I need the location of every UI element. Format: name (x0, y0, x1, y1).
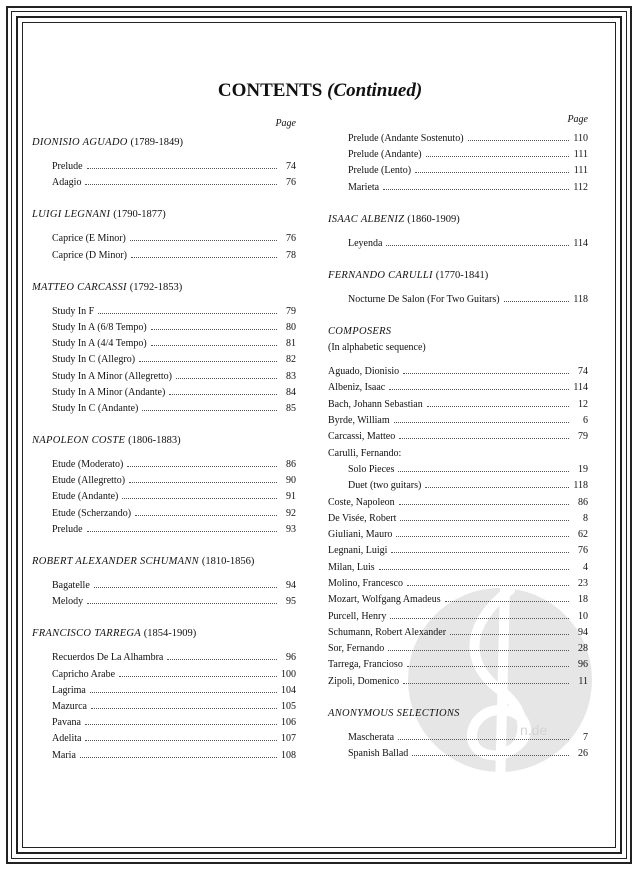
dot-leader (87, 530, 277, 532)
entry-page: 112 (573, 181, 588, 193)
composer-section-title (32, 207, 296, 223)
dot-leader (389, 388, 569, 390)
entry-page: 80 (286, 321, 296, 333)
toc-entry (32, 369, 296, 385)
entry-title: Adagio (52, 177, 82, 189)
dot-leader (399, 503, 569, 505)
entry-page: 82 (286, 354, 296, 366)
entry-page: 83 (286, 370, 296, 382)
dot-leader (468, 139, 569, 141)
composer-entry (328, 446, 588, 462)
toc-entry (32, 457, 296, 473)
composer-years: (1860-1909) (407, 213, 460, 225)
composer-name: ISAAC ALBENIZ (328, 213, 405, 225)
entry-page: 76 (286, 177, 296, 189)
dot-leader (98, 312, 277, 314)
composer-years: (1810-1856) (201, 556, 255, 567)
entry-title: Byrde, William (328, 415, 390, 427)
entry-page: 26 (578, 748, 588, 760)
entry-page: 111 (573, 149, 588, 161)
entry-page: 4 (583, 561, 588, 573)
composer-section-title (328, 268, 588, 284)
entry-page: 91 (286, 491, 296, 503)
anonymous-list (328, 730, 588, 762)
toc-entry (32, 231, 296, 247)
entry-title: Prelude (Andante Sostenuto) (348, 133, 464, 144)
dot-leader (135, 514, 277, 516)
dot-leader (403, 372, 569, 374)
entry-title: Prelude (52, 523, 83, 535)
dot-leader (391, 551, 569, 553)
entry-page: 118 (573, 480, 588, 492)
entry-page: 12 (578, 398, 588, 410)
dot-leader (129, 481, 277, 483)
toc-entry (32, 175, 296, 191)
entry-title: Study In C (Andante) (52, 402, 139, 414)
entry-page: 86 (286, 459, 296, 471)
composer-entry (328, 625, 588, 641)
dot-leader (412, 754, 569, 756)
dot-leader (151, 328, 277, 330)
entry-page: 94 (286, 580, 296, 591)
entry-title: Carulli, Fernando: (328, 447, 402, 459)
entry-title: Giuliani, Mauro (328, 529, 393, 541)
page-column-label-right: Page (567, 114, 588, 125)
composer-entry (328, 674, 588, 690)
composer-years: (1792-1853) (129, 281, 183, 293)
dot-leader (405, 455, 569, 456)
dot-leader (415, 171, 569, 173)
toc-entry (32, 159, 296, 175)
dot-leader (169, 393, 277, 395)
entry-title: Mazurca (52, 700, 87, 712)
entry-title: Leyenda (348, 237, 383, 249)
toc-entry (32, 489, 296, 505)
entry-title: Coste, Napoleon (328, 496, 395, 508)
toc-entry (32, 699, 296, 715)
dot-leader (85, 739, 277, 741)
entry-page: 6 (583, 415, 588, 427)
composer-name: NAPOLEON COSTE (32, 435, 126, 447)
composer-years: (1770-1841) (435, 269, 489, 281)
dot-leader (386, 244, 569, 246)
entry-title: Prelude (52, 161, 83, 172)
dot-leader (131, 256, 277, 258)
entry-page: 114 (573, 382, 588, 394)
entry-title: Maria (52, 749, 76, 761)
entry-title: Molino, Francesco (328, 577, 403, 589)
composer-section-title (32, 626, 296, 642)
dot-leader (176, 377, 277, 379)
toc-entry (32, 650, 296, 666)
composer-entry (328, 380, 588, 396)
entry-page: 10 (578, 610, 588, 622)
page-title (0, 80, 640, 102)
toc-entry (328, 131, 588, 147)
entry-title: Study In A Minor (Andante) (52, 386, 166, 398)
entry-title: Albeniz, Isaac (328, 382, 386, 394)
dot-leader (87, 167, 277, 169)
composer-entry (328, 429, 588, 445)
entry-title: Etude (Allegretto) (52, 475, 126, 487)
left-sections (32, 135, 296, 764)
composer-entry (328, 609, 588, 625)
dot-leader (139, 360, 277, 362)
dot-leader (450, 633, 569, 635)
entry-page: 23 (578, 577, 588, 589)
entry-title: Mascherata (348, 732, 395, 744)
entry-title: Sor, Fernando (328, 643, 385, 655)
entry-title: Duet (two guitars) (348, 480, 422, 492)
entry-page: 28 (578, 643, 588, 655)
entry-page: 111 (573, 165, 588, 177)
entry-title: Carcassi, Matteo (328, 431, 396, 443)
dot-leader (167, 658, 277, 660)
title-continued: (Continued) (327, 80, 423, 101)
entry-page: 8 (583, 512, 588, 524)
entry-page: 62 (578, 529, 588, 541)
entry-page: 94 (578, 626, 588, 638)
toc-entry (32, 578, 296, 594)
entry-page: 114 (573, 237, 588, 249)
entry-title: Caprice (E Minor) (52, 233, 126, 245)
toc-entry (32, 320, 296, 336)
entry-page: 108 (281, 749, 296, 761)
toc-entry (32, 304, 296, 320)
toc-entry (328, 163, 588, 179)
entry-page: 78 (286, 249, 296, 261)
dot-leader (379, 568, 569, 570)
title-main: CONTENTS (217, 80, 323, 101)
entry-title: Pavana (52, 717, 81, 729)
entry-page: 86 (578, 496, 588, 508)
toc-entry (328, 292, 588, 308)
entry-title: Milan, Luis (328, 561, 375, 573)
toc-entry (328, 730, 588, 746)
toc-entry (32, 473, 296, 489)
right-sections (328, 196, 588, 308)
entry-page: 90 (286, 475, 296, 487)
dot-leader (85, 723, 277, 725)
composer-years: (1789-1849) (130, 137, 184, 148)
entry-title: Study In F (52, 305, 95, 317)
composer-entry (328, 641, 588, 657)
entry-title: Aguado, Dionisio (328, 366, 400, 378)
composer-years: (1854-1909) (143, 628, 197, 640)
entry-title: Prelude (Andante) (348, 149, 422, 161)
composer-name: FERNANDO CARULLI (328, 269, 433, 281)
composer-entry (328, 511, 588, 527)
entry-page: 11 (578, 675, 588, 687)
toc-entry (32, 248, 296, 264)
toc-entry (32, 336, 296, 352)
toc-entry (32, 748, 296, 764)
watermark-text: n.de (520, 722, 548, 738)
composer-entry (328, 560, 588, 576)
entry-page: 84 (286, 386, 296, 398)
dot-leader (87, 602, 277, 604)
composers-heading: COMPOSERS (328, 326, 392, 338)
composer-years: (1806-1883) (128, 435, 181, 447)
entry-title: Study In C (Allegro) (52, 354, 136, 366)
entry-title: Legnani, Luigi (328, 545, 388, 557)
entry-page: 79 (578, 431, 588, 443)
dot-leader (142, 409, 277, 411)
entry-page: 110 (573, 133, 588, 144)
entry-page: 105 (281, 700, 296, 712)
dot-leader (403, 682, 569, 684)
entry-title: Purcell, Henry (328, 610, 387, 622)
composer-name: FRANCISCO TARREGA (32, 628, 141, 640)
entry-page: 7 (583, 732, 588, 744)
dot-leader (398, 738, 569, 740)
toc-entry (328, 147, 588, 163)
dot-leader (398, 470, 569, 472)
dot-leader (425, 486, 569, 488)
page-column-label: Page (275, 118, 296, 129)
entry-title: Bach, Johann Sebastian (328, 398, 423, 410)
composer-entry (328, 576, 588, 592)
entry-title: Capricho Arabe (52, 668, 116, 680)
entry-page: 96 (286, 652, 296, 664)
entry-title: Tarrega, Francioso (328, 659, 403, 671)
composers-list (328, 364, 588, 690)
dot-leader (94, 586, 277, 588)
toc-entry (32, 715, 296, 731)
dot-leader (122, 497, 277, 499)
toc-entry (32, 667, 296, 683)
entry-title: Etude (Andante) (52, 491, 119, 503)
dot-leader (445, 600, 569, 602)
toc-entry (32, 352, 296, 368)
entry-page: 104 (281, 684, 296, 696)
dot-leader (127, 465, 277, 467)
toc-entry (32, 385, 296, 401)
entry-page: 81 (286, 338, 296, 350)
dot-leader (130, 239, 277, 241)
composer-name: MATTEO CARCASSI (32, 281, 127, 293)
toc-entry (32, 731, 296, 747)
entry-title: Nocturne De Salon (For Two Guitars) (348, 293, 500, 305)
entry-title: Etude (Moderato) (52, 459, 124, 471)
entry-page: 79 (286, 305, 296, 317)
composer-name: LUIGI LEGNANI (32, 209, 111, 221)
entry-page: 19 (578, 463, 588, 475)
dot-leader (396, 535, 569, 537)
entry-page: 74 (578, 366, 588, 378)
entry-page: 96 (578, 659, 588, 671)
composer-name: DIONISIO AGUADO (32, 137, 128, 148)
toc-entry (32, 401, 296, 417)
right-column (328, 114, 588, 762)
anonymous-heading: ANONYMOUS SELECTIONS (328, 708, 460, 720)
composer-entry (328, 478, 588, 494)
entry-page: 85 (286, 402, 296, 414)
entry-title: Schumann, Robert Alexander (328, 626, 447, 638)
composer-entry (328, 527, 588, 543)
entry-title: Bagatelle (52, 580, 90, 591)
dot-leader (388, 649, 569, 651)
composer-entry (328, 495, 588, 511)
composer-section-title (328, 212, 588, 228)
dot-leader (407, 665, 569, 667)
right-top-items (328, 131, 588, 196)
dot-leader (394, 421, 569, 423)
dot-leader (85, 183, 277, 185)
entry-page: 92 (286, 507, 296, 519)
entry-page: 74 (286, 161, 296, 172)
entry-title: Etude (Scherzando) (52, 507, 132, 519)
dot-leader (119, 675, 277, 677)
toc-entry (328, 746, 588, 762)
entry-title: Adelita (52, 733, 82, 745)
composer-section-title (32, 135, 296, 151)
composer-name: ROBERT ALEXANDER SCHUMANN (32, 556, 199, 567)
dot-leader (400, 519, 569, 521)
toc-entry (328, 180, 588, 196)
dot-leader (407, 584, 569, 586)
entry-page: 95 (286, 596, 296, 608)
entry-page: 100 (281, 668, 296, 680)
dot-leader (390, 617, 569, 619)
toc-entry (32, 594, 296, 610)
entry-title: Prelude (Lento) (348, 165, 412, 177)
composer-entry (328, 592, 588, 608)
composers-subheading: (In alphabetic sequence) (328, 342, 426, 354)
composer-section-title (32, 280, 296, 296)
dot-leader (426, 155, 569, 157)
dot-leader (399, 437, 569, 439)
entry-title: Lagrima (52, 684, 86, 696)
composer-entry (328, 543, 588, 559)
composer-entry (328, 462, 588, 478)
entry-page: 76 (578, 545, 588, 557)
entry-title: Marieta (348, 181, 380, 193)
entry-page: 107 (281, 733, 296, 745)
composer-years: (1790-1877) (113, 209, 166, 221)
entry-page: 93 (286, 523, 296, 535)
toc-entry (32, 522, 296, 538)
entry-title: Spanish Ballad (348, 748, 409, 760)
composer-entry (328, 413, 588, 429)
entry-title: Recuerdos De La Alhambra (52, 652, 164, 664)
composer-section-title (32, 433, 296, 449)
dot-leader (90, 691, 277, 693)
entry-title: Study In A Minor (Allegretto) (52, 370, 172, 382)
dot-leader (383, 188, 569, 190)
entry-title: Study In A (4/4 Tempo) (52, 338, 147, 350)
dot-leader (151, 344, 277, 346)
dot-leader (504, 300, 569, 302)
entry-title: De Visée, Robert (328, 512, 397, 524)
composer-entry (328, 397, 588, 413)
dot-leader (427, 405, 569, 407)
entry-page: 18 (578, 594, 588, 606)
entry-title: Caprice (D Minor) (52, 249, 127, 261)
entry-title: Mozart, Wolfgang Amadeus (328, 594, 441, 606)
left-column (32, 118, 296, 764)
entry-title: Melody (52, 596, 84, 608)
entry-title: Study In A (6/8 Tempo) (52, 321, 147, 333)
entry-page: 118 (573, 293, 588, 305)
toc-entry (328, 236, 588, 252)
composer-entry (328, 657, 588, 673)
toc-entry (32, 683, 296, 699)
entry-page: 76 (286, 233, 296, 245)
entry-title: Zipoli, Domenico (328, 675, 400, 687)
entry-title: Solo Pieces (348, 463, 395, 475)
entry-page: 106 (281, 717, 296, 729)
dot-leader (91, 707, 277, 709)
dot-leader (80, 756, 277, 758)
toc-entry (32, 506, 296, 522)
composer-entry (328, 364, 588, 380)
composer-section-title (32, 554, 296, 570)
